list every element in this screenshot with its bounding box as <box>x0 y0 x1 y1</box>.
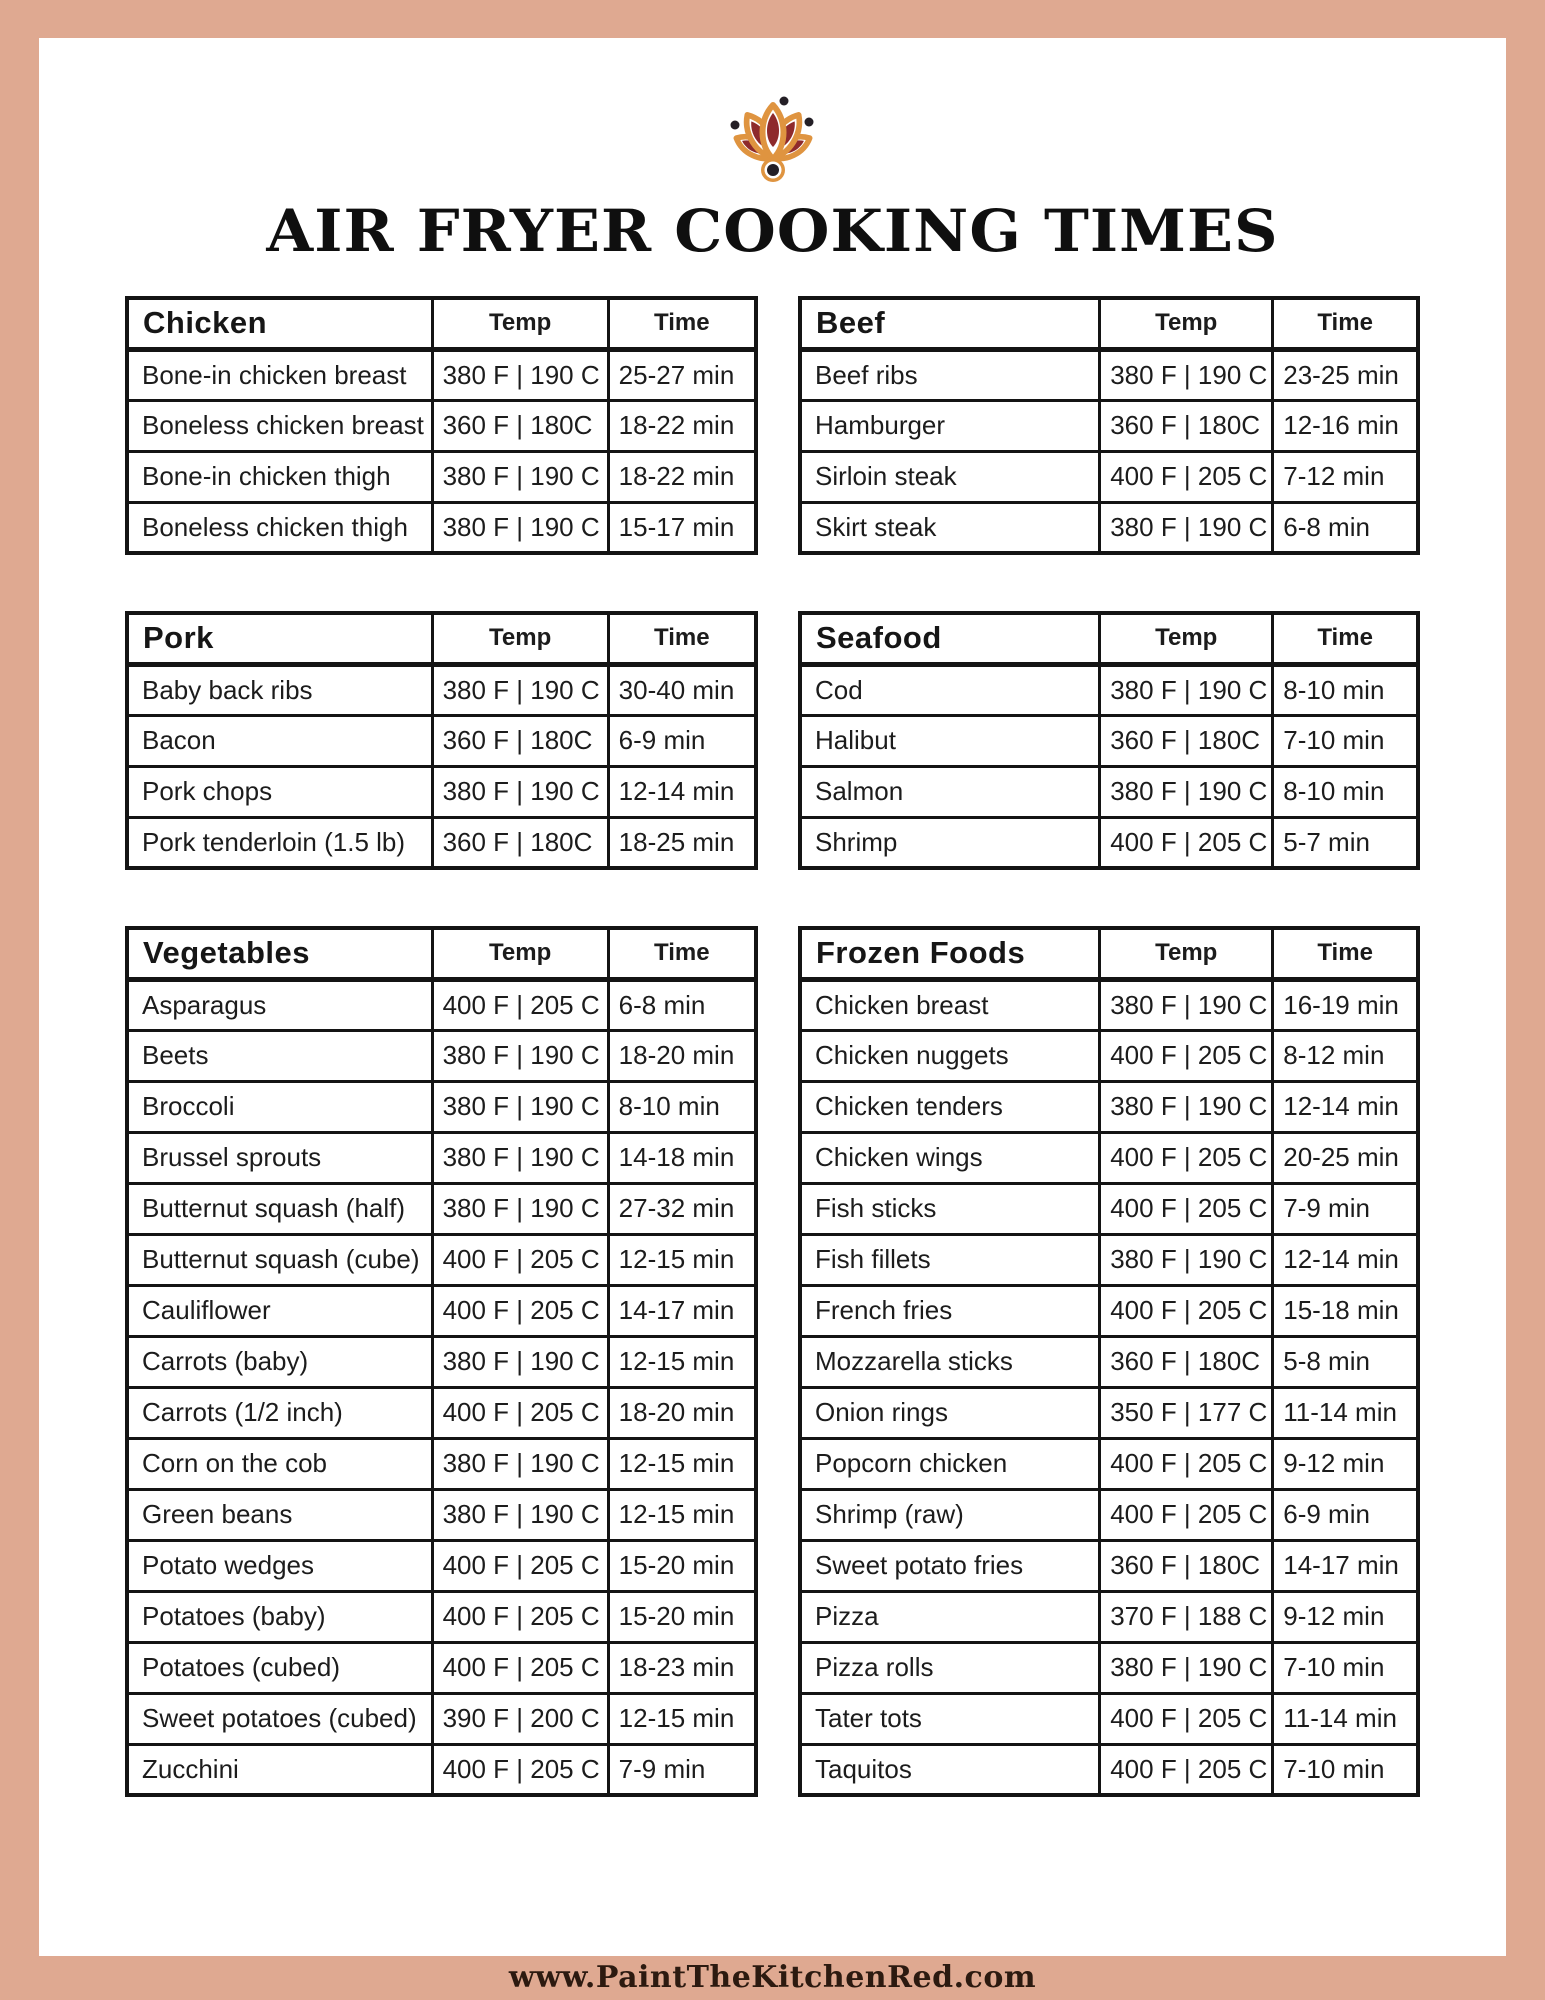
temp-column-header: Temp <box>432 298 608 349</box>
time-value-cell: 7-10 min <box>1273 715 1418 766</box>
food-name-cell: Fish sticks <box>800 1183 1100 1234</box>
table-row <box>127 1132 756 1183</box>
food-name-cell: Cod <box>800 664 1100 715</box>
table-row <box>127 664 756 715</box>
table-row <box>800 817 1418 868</box>
table-row <box>800 664 1418 715</box>
temp-value-cell: 390 F | 200 C <box>432 1693 608 1744</box>
time-value-cell: 12-15 min <box>608 1489 756 1540</box>
temp-value-cell: 400 F | 205 C <box>432 1591 608 1642</box>
table-row <box>800 1081 1418 1132</box>
temp-column-header: Temp <box>432 613 608 664</box>
cooking-table-chicken <box>125 296 758 555</box>
temp-value-cell: 400 F | 205 C <box>1100 1489 1273 1540</box>
temp-column-header: Temp <box>432 928 608 979</box>
time-value-cell: 20-25 min <box>1273 1132 1418 1183</box>
food-name-cell: Salmon <box>800 766 1100 817</box>
time-value-cell: 7-12 min <box>1273 451 1418 502</box>
temp-value-cell: 380 F | 190 C <box>432 1438 608 1489</box>
temp-value-cell: 400 F | 205 C <box>432 1642 608 1693</box>
table-row <box>800 1489 1418 1540</box>
table-row <box>127 979 756 1030</box>
temp-value-cell: 380 F | 190 C <box>432 451 608 502</box>
table-row <box>127 1030 756 1081</box>
time-value-cell: 25-27 min <box>608 349 756 400</box>
table-row <box>127 1234 756 1285</box>
time-column-header: Time <box>1273 613 1418 664</box>
temp-value-cell: 400 F | 205 C <box>432 979 608 1030</box>
time-value-cell: 12-14 min <box>1273 1234 1418 1285</box>
temp-value-cell: 380 F | 190 C <box>432 1132 608 1183</box>
time-value-cell: 6-8 min <box>608 979 756 1030</box>
temp-value-cell: 400 F | 205 C <box>1100 1744 1273 1795</box>
table-row <box>127 1387 756 1438</box>
food-name-cell: Corn on the cob <box>127 1438 432 1489</box>
category-label-beef: Beef <box>800 298 1100 349</box>
food-name-cell: Beef ribs <box>800 349 1100 400</box>
time-column-header: Time <box>608 613 756 664</box>
table-row <box>127 1489 756 1540</box>
food-name-cell: Carrots (1/2 inch) <box>127 1387 432 1438</box>
time-value-cell: 18-20 min <box>608 1387 756 1438</box>
food-name-cell: Potatoes (baby) <box>127 1591 432 1642</box>
temp-value-cell: 380 F | 190 C <box>432 664 608 715</box>
food-name-cell: Carrots (baby) <box>127 1336 432 1387</box>
food-name-cell: Boneless chicken breast <box>127 400 432 451</box>
page-content <box>39 38 1506 1956</box>
table-header-row <box>127 928 756 979</box>
table-row <box>800 1336 1418 1387</box>
table-row <box>800 1132 1418 1183</box>
time-value-cell: 11-14 min <box>1273 1693 1418 1744</box>
table-row <box>127 1336 756 1387</box>
table-row <box>800 1693 1418 1744</box>
temp-value-cell: 360 F | 180C <box>432 400 608 451</box>
table-row <box>127 1540 756 1591</box>
footer-band <box>0 1954 1545 2000</box>
food-name-cell: Shrimp (raw) <box>800 1489 1100 1540</box>
time-value-cell: 5-7 min <box>1273 817 1418 868</box>
table-row <box>800 451 1418 502</box>
time-value-cell: 30-40 min <box>608 664 756 715</box>
food-name-cell: Chicken breast <box>800 979 1100 1030</box>
temp-value-cell: 400 F | 205 C <box>432 1744 608 1795</box>
time-value-cell: 12-16 min <box>1273 400 1418 451</box>
time-value-cell: 7-10 min <box>1273 1642 1418 1693</box>
table-row <box>127 1438 756 1489</box>
food-name-cell: Bone-in chicken thigh <box>127 451 432 502</box>
temp-value-cell: 360 F | 180C <box>1100 400 1273 451</box>
food-name-cell: Pork tenderloin (1.5 lb) <box>127 817 432 868</box>
time-value-cell: 15-18 min <box>1273 1285 1418 1336</box>
table-header-row <box>127 613 756 664</box>
food-name-cell: Fish fillets <box>800 1234 1100 1285</box>
table-row <box>800 1438 1418 1489</box>
time-value-cell: 6-9 min <box>608 715 756 766</box>
table-row <box>800 1285 1418 1336</box>
table-row <box>800 979 1418 1030</box>
food-name-cell: Butternut squash (half) <box>127 1183 432 1234</box>
time-value-cell: 12-15 min <box>608 1336 756 1387</box>
food-name-cell: Halibut <box>800 715 1100 766</box>
food-name-cell: Sweet potato fries <box>800 1540 1100 1591</box>
table-row <box>127 1744 756 1795</box>
temp-value-cell: 360 F | 180C <box>1100 1540 1273 1591</box>
temp-value-cell: 380 F | 190 C <box>1100 766 1273 817</box>
time-value-cell: 14-18 min <box>608 1132 756 1183</box>
temp-value-cell: 360 F | 180C <box>432 817 608 868</box>
temp-value-cell: 380 F | 190 C <box>432 349 608 400</box>
temp-value-cell: 400 F | 205 C <box>1100 1030 1273 1081</box>
time-value-cell: 12-14 min <box>608 766 756 817</box>
temp-value-cell: 400 F | 205 C <box>1100 451 1273 502</box>
table-row <box>127 1285 756 1336</box>
table-row <box>800 715 1418 766</box>
food-name-cell: Shrimp <box>800 817 1100 868</box>
website-url: www.PaintTheKitchenRed.com <box>508 1959 1037 1995</box>
temp-value-cell: 400 F | 205 C <box>1100 1438 1273 1489</box>
temp-value-cell: 400 F | 205 C <box>1100 1183 1273 1234</box>
temp-value-cell: 380 F | 190 C <box>432 502 608 553</box>
time-value-cell: 15-17 min <box>608 502 756 553</box>
temp-value-cell: 400 F | 205 C <box>432 1234 608 1285</box>
food-name-cell: Mozzarella sticks <box>800 1336 1100 1387</box>
food-name-cell: Brussel sprouts <box>127 1132 432 1183</box>
time-value-cell: 14-17 min <box>608 1285 756 1336</box>
table-header-row <box>800 298 1418 349</box>
temp-value-cell: 360 F | 180C <box>432 715 608 766</box>
food-name-cell: Pork chops <box>127 766 432 817</box>
time-value-cell: 12-15 min <box>608 1693 756 1744</box>
time-value-cell: 8-10 min <box>1273 664 1418 715</box>
temp-value-cell: 380 F | 190 C <box>1100 1081 1273 1132</box>
time-value-cell: 8-12 min <box>1273 1030 1418 1081</box>
table-row <box>800 502 1418 553</box>
food-name-cell: Skirt steak <box>800 502 1100 553</box>
food-name-cell: Zucchini <box>127 1744 432 1795</box>
food-name-cell: Popcorn chicken <box>800 1438 1100 1489</box>
time-value-cell: 12-15 min <box>608 1234 756 1285</box>
time-column-header: Time <box>608 928 756 979</box>
temp-value-cell: 380 F | 190 C <box>432 1081 608 1132</box>
food-name-cell: Bacon <box>127 715 432 766</box>
table-row <box>800 1030 1418 1081</box>
category-label-chicken: Chicken <box>127 298 432 349</box>
temp-value-cell: 380 F | 190 C <box>432 1183 608 1234</box>
food-name-cell: Hamburger <box>800 400 1100 451</box>
table-row <box>800 1642 1418 1693</box>
time-value-cell: 9-12 min <box>1273 1438 1418 1489</box>
time-value-cell: 18-20 min <box>608 1030 756 1081</box>
food-name-cell: Asparagus <box>127 979 432 1030</box>
food-name-cell: Tater tots <box>800 1693 1100 1744</box>
category-label-frozen-foods: Frozen Foods <box>800 928 1100 979</box>
cooking-table-frozen-foods <box>798 926 1420 1797</box>
food-name-cell: Sweet potatoes (cubed) <box>127 1693 432 1744</box>
time-value-cell: 16-19 min <box>1273 979 1418 1030</box>
food-name-cell: Potatoes (cubed) <box>127 1642 432 1693</box>
time-value-cell: 27-32 min <box>608 1183 756 1234</box>
cooking-table-pork <box>125 611 758 870</box>
food-name-cell: Butternut squash (cube) <box>127 1234 432 1285</box>
category-label-vegetables: Vegetables <box>127 928 432 979</box>
time-value-cell: 12-14 min <box>1273 1081 1418 1132</box>
table-header-row <box>800 613 1418 664</box>
food-name-cell: Taquitos <box>800 1744 1100 1795</box>
time-value-cell: 7-9 min <box>1273 1183 1418 1234</box>
table-row <box>800 400 1418 451</box>
page-title: AIR FRYER COOKING TIMES <box>266 197 1279 265</box>
cooking-table-vegetables <box>125 926 758 1797</box>
food-name-cell: Pizza rolls <box>800 1642 1100 1693</box>
temp-value-cell: 400 F | 205 C <box>432 1387 608 1438</box>
time-value-cell: 6-8 min <box>1273 502 1418 553</box>
time-value-cell: 12-15 min <box>608 1438 756 1489</box>
table-row <box>800 1183 1418 1234</box>
table-row <box>800 1540 1418 1591</box>
time-value-cell: 15-20 min <box>608 1591 756 1642</box>
temp-value-cell: 400 F | 205 C <box>432 1285 608 1336</box>
temp-value-cell: 400 F | 205 C <box>1100 1285 1273 1336</box>
time-value-cell: 11-14 min <box>1273 1387 1418 1438</box>
time-value-cell: 18-22 min <box>608 400 756 451</box>
temp-value-cell: 380 F | 190 C <box>1100 502 1273 553</box>
time-value-cell: 8-10 min <box>608 1081 756 1132</box>
temp-value-cell: 360 F | 180C <box>1100 1336 1273 1387</box>
time-column-header: Time <box>608 298 756 349</box>
table-row <box>127 400 756 451</box>
food-name-cell: Chicken tenders <box>800 1081 1100 1132</box>
temp-column-header: Temp <box>1100 928 1273 979</box>
temp-value-cell: 360 F | 180C <box>1100 715 1273 766</box>
time-value-cell: 23-25 min <box>1273 349 1418 400</box>
time-value-cell: 8-10 min <box>1273 766 1418 817</box>
time-value-cell: 15-20 min <box>608 1540 756 1591</box>
table-row <box>800 1234 1418 1285</box>
food-name-cell: Chicken nuggets <box>800 1030 1100 1081</box>
table-row <box>127 1642 756 1693</box>
temp-value-cell: 400 F | 205 C <box>1100 817 1273 868</box>
table-row <box>800 1591 1418 1642</box>
time-value-cell: 18-23 min <box>608 1642 756 1693</box>
time-value-cell: 18-22 min <box>608 451 756 502</box>
food-name-cell: Beets <box>127 1030 432 1081</box>
food-name-cell: Chicken wings <box>800 1132 1100 1183</box>
time-value-cell: 7-10 min <box>1273 1744 1418 1795</box>
table-row <box>800 349 1418 400</box>
food-name-cell: Pizza <box>800 1591 1100 1642</box>
lotus-logo-icon <box>706 92 840 190</box>
temp-value-cell: 380 F | 190 C <box>1100 979 1273 1030</box>
food-name-cell: French fries <box>800 1285 1100 1336</box>
time-column-header: Time <box>1273 928 1418 979</box>
time-column-header: Time <box>1273 298 1418 349</box>
category-label-seafood: Seafood <box>800 613 1100 664</box>
temp-value-cell: 380 F | 190 C <box>1100 349 1273 400</box>
time-value-cell: 6-9 min <box>1273 1489 1418 1540</box>
table-row <box>127 451 756 502</box>
table-row <box>800 1744 1418 1795</box>
food-name-cell: Onion rings <box>800 1387 1100 1438</box>
temp-value-cell: 380 F | 190 C <box>1100 664 1273 715</box>
tables-grid <box>125 296 1420 1797</box>
time-value-cell: 9-12 min <box>1273 1591 1418 1642</box>
table-row <box>800 766 1418 817</box>
temp-value-cell: 350 F | 177 C <box>1100 1387 1273 1438</box>
food-name-cell: Bone-in chicken breast <box>127 349 432 400</box>
food-name-cell: Broccoli <box>127 1081 432 1132</box>
temp-value-cell: 380 F | 190 C <box>432 766 608 817</box>
table-header-row <box>127 298 756 349</box>
temp-value-cell: 400 F | 205 C <box>1100 1132 1273 1183</box>
food-name-cell: Baby back ribs <box>127 664 432 715</box>
time-value-cell: 7-9 min <box>608 1744 756 1795</box>
food-name-cell: Boneless chicken thigh <box>127 502 432 553</box>
temp-value-cell: 380 F | 190 C <box>432 1489 608 1540</box>
food-name-cell: Potato wedges <box>127 1540 432 1591</box>
food-name-cell: Cauliflower <box>127 1285 432 1336</box>
table-row <box>127 1693 756 1744</box>
food-name-cell: Sirloin steak <box>800 451 1100 502</box>
table-row <box>127 502 756 553</box>
temp-value-cell: 380 F | 190 C <box>1100 1642 1273 1693</box>
table-row <box>127 1081 756 1132</box>
time-value-cell: 14-17 min <box>1273 1540 1418 1591</box>
time-value-cell: 5-8 min <box>1273 1336 1418 1387</box>
temp-value-cell: 400 F | 205 C <box>1100 1693 1273 1744</box>
logo-container <box>39 38 1506 190</box>
table-row <box>127 1591 756 1642</box>
time-value-cell: 18-25 min <box>608 817 756 868</box>
temp-value-cell: 380 F | 190 C <box>432 1336 608 1387</box>
table-row <box>127 766 756 817</box>
table-row <box>127 349 756 400</box>
table-row <box>127 1183 756 1234</box>
temp-value-cell: 370 F | 188 C <box>1100 1591 1273 1642</box>
table-row <box>800 1387 1418 1438</box>
temp-column-header: Temp <box>1100 613 1273 664</box>
cooking-table-seafood <box>798 611 1420 870</box>
category-label-pork: Pork <box>127 613 432 664</box>
table-header-row <box>800 928 1418 979</box>
cooking-table-beef <box>798 296 1420 555</box>
food-name-cell: Green beans <box>127 1489 432 1540</box>
temp-value-cell: 400 F | 205 C <box>432 1540 608 1591</box>
table-row <box>127 817 756 868</box>
temp-value-cell: 380 F | 190 C <box>1100 1234 1273 1285</box>
temp-value-cell: 380 F | 190 C <box>432 1030 608 1081</box>
temp-column-header: Temp <box>1100 298 1273 349</box>
table-row <box>127 715 756 766</box>
